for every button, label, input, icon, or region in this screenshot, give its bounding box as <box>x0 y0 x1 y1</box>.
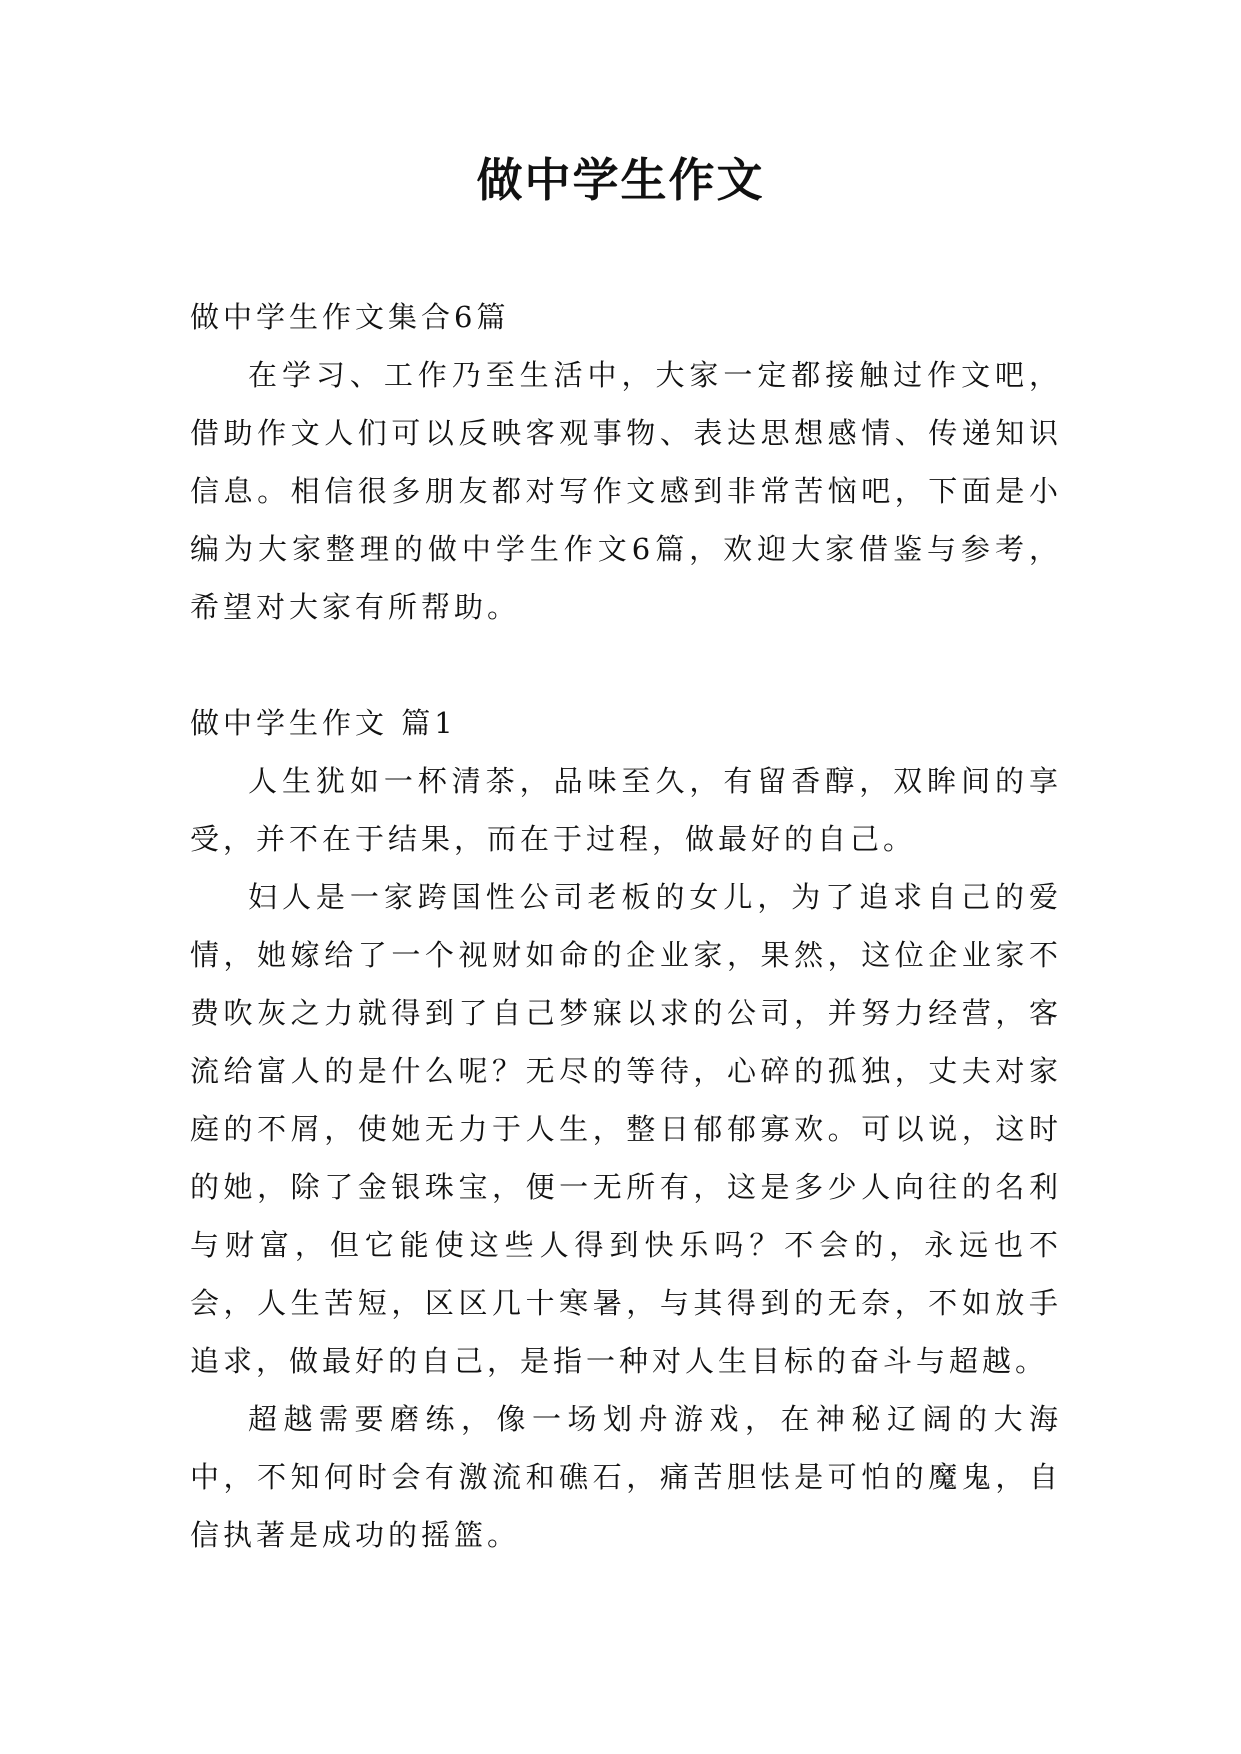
body-paragraph-1: 人生犹如一杯清茶，品味至久，有留香醇，双眸间的享受，并不在于结果，而在于过程，做最好的自己。 <box>190 764 1062 856</box>
document-body <box>190 288 1062 1564</box>
body-paragraph-3: 超越需要磨练，像一场划舟游戏，在神秘辽阔的大海中，不知何时会有激流和礁石，痛苦胆怯是可怕的魔鬼，自信执著是成功的摇篮。 <box>190 1402 1062 1552</box>
body-paragraph-2: 妇人是一家跨国性公司老板的女儿，为了追求自己的爱情，她嫁给了一个视财如命的企业家，果然，这位企业家不费吹灰之力就得到了自己梦寐以求的公司，并努力经营，客流给富人的是什么呢？无尽的等待，心碎的孤独，丈夫对家庭的不屑，使她无力于人生，整日郁郁寡欢。可以说，这时的她，除了金银珠宝，便一无所有，这是多少人向往的名利与财富，但它能使这些人得到快乐吗？不会的，永远也不会，人生苦短，区区几十寒暑，与其得到的无奈，不如放手追求，做最好的自己，是指一种对人生目标的奋斗与超越。 <box>190 880 1062 1378</box>
collection-heading: 做中学生作文集合6篇 <box>190 300 510 334</box>
section-heading: 做中学生作文 篇1 <box>190 706 457 740</box>
intro-paragraph: 在学习、工作乃至生活中，大家一定都接触过作文吧，借助作文人们可以反映客观事物、表达思想感情、传递知识信息。相信很多朋友都对写作文感到非常苦恼吧，下面是小编为大家整理的做中学生作文6篇，欢迎大家借鉴与参考，希望对大家有所帮助。 <box>190 358 1062 624</box>
document-title: 做中学生作文 <box>476 153 765 207</box>
section-spacer <box>190 636 1062 694</box>
